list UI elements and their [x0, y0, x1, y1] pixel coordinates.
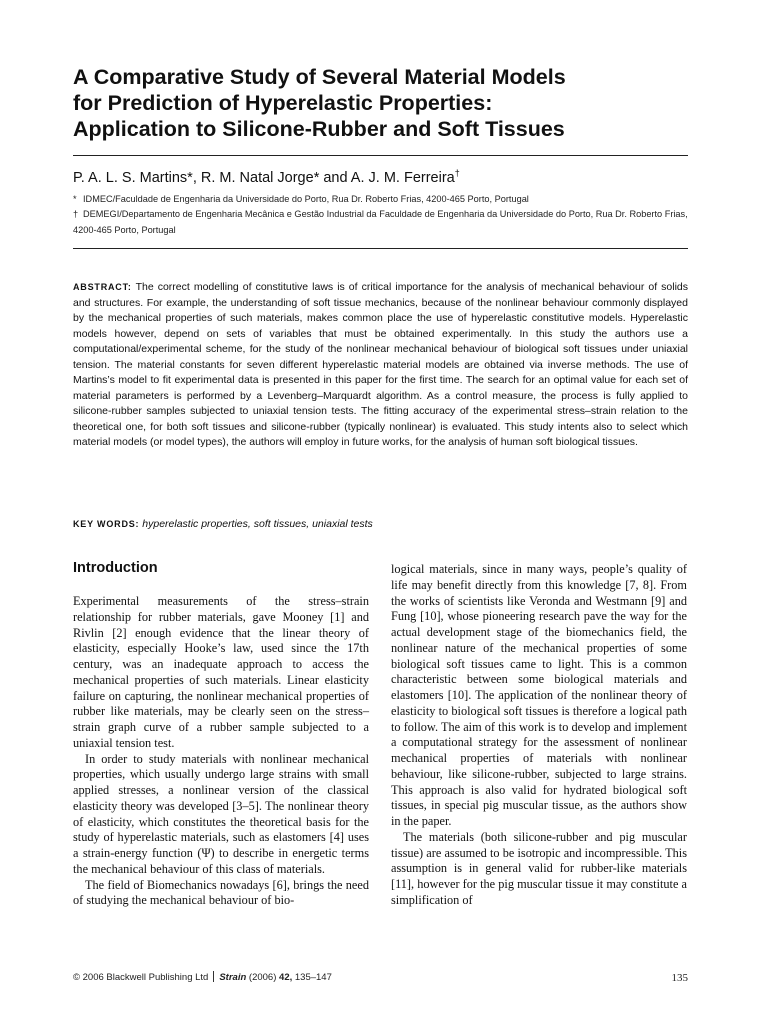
journal-year: (2006)	[248, 972, 277, 983]
journal-volume: 42,	[279, 972, 293, 983]
keywords-label: KEY WORDS:	[73, 519, 140, 529]
title-line-1: A Comparative Study of Several Material Models	[73, 65, 566, 89]
affiliation-mark: †	[73, 209, 79, 219]
author-list	[73, 164, 688, 187]
paragraph: Experimental measurements of the stress–strain relationship for rubber materials, gave Mooney [1] and Rivlin [2] enough evidence that the linear theory of elasticity, especially Hooke’s law, used since the 17th century, was an inadequate approach to access the mechanical properties of such materials. Linear elasticity failure on capturing, the nonlinear mechanical properties of rubber like materials, may be clearly seen on the stress–strain graph curve of a rubber sample subjected to a uniaxial tension test.	[73, 594, 369, 750]
author-natal-jorge: R. M. Natal Jorge*	[200, 169, 320, 186]
affiliation-idmec	[73, 191, 691, 207]
right-column	[391, 562, 687, 909]
footer-separator	[213, 971, 214, 982]
title-line-2: for Prediction of Hyperelastic Properties:	[73, 91, 493, 115]
article-title	[73, 64, 693, 142]
page-number: 135	[671, 972, 688, 984]
left-column	[73, 594, 369, 909]
journal-name: Strain	[219, 972, 247, 983]
journal-pages: 135–147	[294, 972, 332, 983]
abstract-label: ABSTRACT:	[73, 282, 132, 292]
author-martins: P. A. L. S. Martins*,	[73, 169, 201, 186]
paragraph: The field of Biomechanics nowadays [6], brings the need of studying the mechanical behaviour of bio-	[73, 877, 369, 908]
page-footer	[73, 970, 688, 986]
header-divider	[73, 248, 688, 249]
footer-citation	[73, 970, 332, 986]
copyright: © 2006 Blackwell Publishing Ltd	[73, 972, 209, 983]
keywords-text: hyperelastic properties, soft tissues, uniaxial tests	[142, 518, 373, 530]
title-divider	[73, 155, 688, 156]
affiliation-demegi	[73, 206, 691, 238]
abstract-text: The correct modelling of constitutive laws is of critical importance for the analysis of mechanical behaviour of solids and structures. For example, the understanding of soft tissue mechanics, because of the nonlinear behaviour commonly displayed by the mechanical properties of such materials, makes common place the use of hyperelastic constitutive models. Hyperelastic models however, depend on sets of variables that must be obtained experimentally. In this study the authors use a computational/experimental scheme, for the study of the nonlinear mechanical behaviour of biological soft tissues under uniaxial tension. The material constants for seven different hyperelastic material models are obtained via inverse methods. The use of Martins’s model to fit experimental data is presented in this paper for the first time. The search for an optimal value for each set of material parameters is performed by a Levenberg–Marquardt algorithm. As a control measure, the process is fully applied to silicone-rubber samples subjected to uniaxial tension tests. The fitting accuracy of the experimental stress–strain relation to the theoretical one, for both soft tissues and silicone-rubber (typically nonlinear) is evaluated. This study intents also to select which material models (or model types), the authors will employ in future works, for the analysis of human soft biological tissues.	[73, 281, 688, 448]
title-line-3: Application to Silicone-Rubber and Soft Tissues	[73, 117, 565, 141]
author-conjunction: and	[319, 169, 351, 186]
keywords	[73, 516, 688, 532]
author-ferreira: A. J. M. Ferreira	[350, 169, 455, 186]
dagger-mark: †	[454, 168, 460, 178]
abstract	[73, 280, 688, 451]
paragraph: In order to study materials with nonlinear mechanical properties, which usually undergo large strains with small applied stresses, a nonlinear version of the classical elasticity theory was developed [3–5]. The nonlinear theory of elasticity, which constitutes the theoretical basis for the study of hyperelastic materials, such as elastomers [4] uses a strain-energy function (Ψ) to describe in energetic terms the mechanical behaviour of this class of materials.	[73, 751, 369, 876]
affiliation-text: DEMEGI/Departamento de Engenharia Mecânica e Gestão Industrial da Faculdade de Engenharia da Universidade do Porto, Rua Dr. Roberto Frias, 4200-465 Porto, Portugal	[73, 209, 688, 235]
section-heading-introduction: Introduction	[73, 560, 158, 576]
paragraph: The materials (both silicone-rubber and pig muscular tissue) are assumed to be isotropic and incompressible. This assumption is in general valid for rubber-like materials [11], however for the pig muscular tissue it may constitute a simplification of	[391, 829, 687, 907]
affiliation-text: IDMEC/Faculdade de Engenharia da Universidade do Porto, Rua Dr. Roberto Frias, 4200-465 Porto, Portugal	[83, 194, 529, 204]
affiliation-mark: *	[73, 194, 77, 204]
paragraph: logical materials, since in many ways, people’s quality of life may benefit directly from this knowledge [7, 8]. From the works of scientists like Veronda and Westmann [9] and Fung [10], whose pioneering research pave the way for the actual development stage of the biomechanics field, the nonlinear nature of the mechanical properties of some biological soft tissues came to light. This is a common characteristic between some biological materials and elastomers [10]. The application of the nonlinear theory of elasticity to biological soft tissues is therefore a logical path to follow. The aim of this work is to develop and implement a computational strategy for the assessment of nonlinear mechanical properties of materials with nonlinear behaviour, like silicone-rubber, subjected to large strains. This approach is also valid for hydrated biological soft tissues, in special pig muscular tissue, as the authors show in the paper.	[391, 562, 687, 828]
